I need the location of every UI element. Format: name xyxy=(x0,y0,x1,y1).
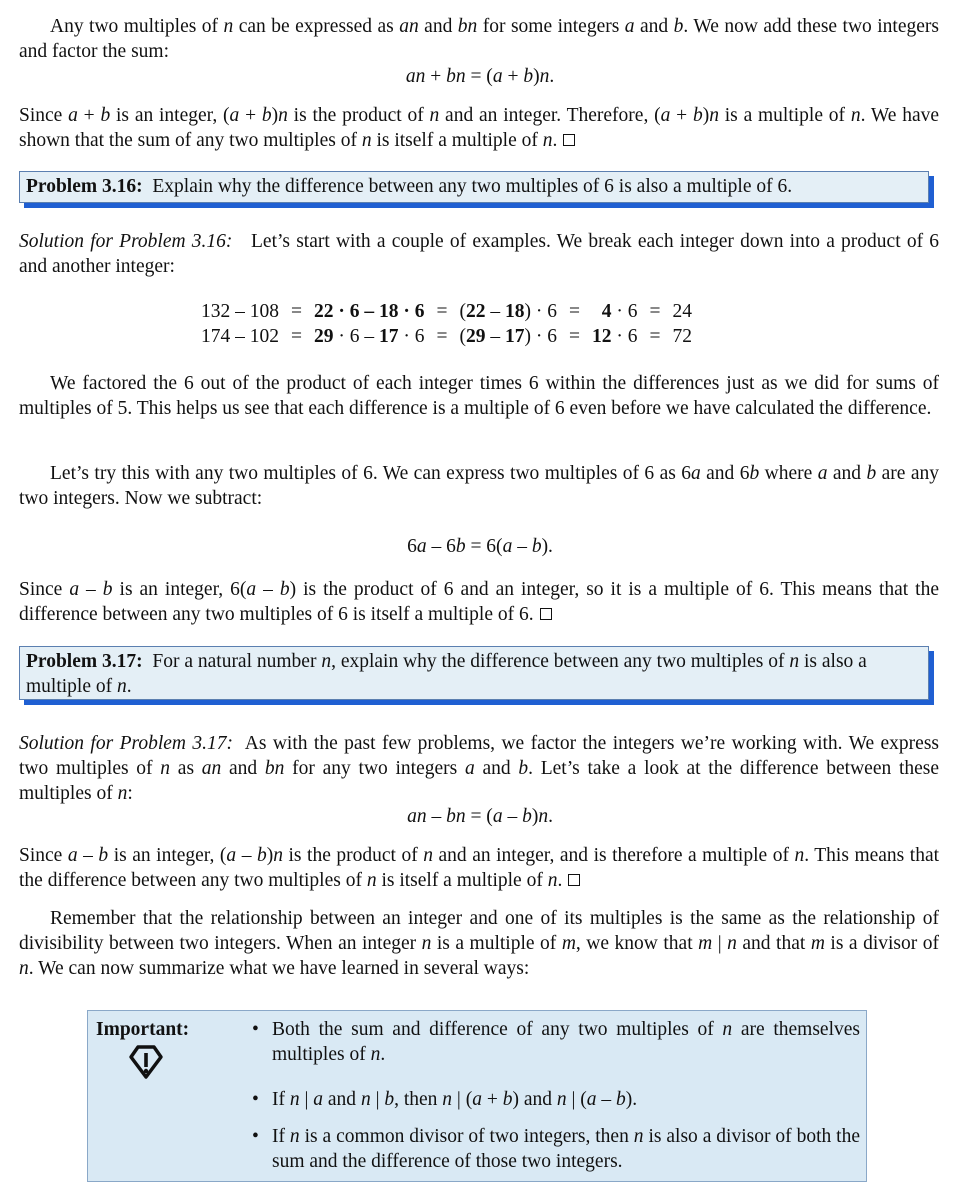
qed-icon xyxy=(563,134,575,146)
important-box xyxy=(87,1010,867,1182)
eq-cell: = xyxy=(569,301,581,322)
solution-label: Solution for Problem 3.17: xyxy=(19,733,234,754)
problem-label: Problem 3.16: xyxy=(26,176,143,197)
solution-3-16-para-3: Since a – b is an integer, 6(a – b) is the product of 6 and an integer, so it is a multiple of 6. This means that the difference between any two multiples of 6 is itself a multiple of 6. xyxy=(19,579,940,625)
solution-3-17-para: Since a – b is an integer, (a – b)n is the product of n and an integer, and is therefore a multiple of n. This means that the difference between any two multiples of n is itself a multiple of n. xyxy=(19,845,940,891)
solution-intro-text: Let’s start with a couple of examples. We break each integer down into a product of 6 and another integer: xyxy=(19,231,940,277)
solution-3-16-para-2: Let’s try this with any two multiples of 6. We can express two multiples of 6 as 6a and 6b where a and b are any two integers. Now we subtract: xyxy=(19,463,940,509)
eq-cell: = xyxy=(291,326,302,347)
important-list xyxy=(248,1017,860,1186)
eq-cell: 22 · 6 – 18 · 6 xyxy=(314,301,425,322)
solution-3-17-intro: Solution for Problem 3.17: As with the past few problems, we factor the integers we’re working with. We express two multiples of n as an and bn for any two integers a and b. Let’s take a look at the difference between these multiples of n: xyxy=(19,733,940,804)
eq-cell: = xyxy=(436,326,448,347)
solution-label: Solution for Problem 3.16: xyxy=(19,231,233,252)
important-bullet: • Both the sum and difference of any two multiples of n are themselves multiples of n. xyxy=(248,1017,860,1067)
remember-paragraph: Remember that the relationship between an integer and one of its multiples is the same as the relationship of divisibility between two integers. When an integer n is a multiple of m, we know that m | n and that m is a divisor of n. We can now summarize what we have learned in several ways: xyxy=(19,908,940,979)
eq-cell: 132 – 108 xyxy=(201,301,279,322)
problem-text: Explain why the difference between any two multiples of 6 is also a multiple of 6. xyxy=(152,176,793,197)
sum-equation: an + bn = (a + b)n. xyxy=(405,66,555,87)
eq-cell: = xyxy=(436,301,448,322)
eq-cell: = xyxy=(291,301,302,322)
problem-text: For a natural number n, explain why the difference between any two multiples of n is also a multiple of n. xyxy=(26,651,867,697)
problem-3-16-box xyxy=(19,171,929,203)
problem-3-17-box xyxy=(19,646,929,700)
solution-3-16-para-1: We factored the 6 out of the product of each integer times 6 within the differences just as we did for sums of multiples of 5. This helps us see that each difference is a multiple of 6 even before we have calculated the difference. xyxy=(19,373,939,419)
difference-equation-n: an – bn = (a – b)n. xyxy=(407,806,553,827)
equation-row xyxy=(195,299,698,324)
important-bullet: • If n | a and n | b, then n | (a + b) and n | (a – b). xyxy=(248,1087,860,1112)
qed-icon xyxy=(540,608,552,620)
eq-cell: = xyxy=(649,326,661,347)
solution-3-16-intro xyxy=(19,229,939,279)
intro-paragraph-2: Since a + b is an integer, (a + b)n is the product of n and an integer. Therefore, (a + b)n is a multiple of n. We have shown that the sum of any two multiples of n is itself a multiple of n. xyxy=(19,105,940,151)
example-equations xyxy=(195,299,698,349)
eq-cell: = xyxy=(569,326,581,347)
eq-cell: (22 – 18) · 6 xyxy=(459,301,558,322)
difference-equation-6: 6a – 6b = 6(a – b). xyxy=(407,536,553,557)
eq-cell: 12 · 6 xyxy=(592,326,638,347)
eq-cell: 174 – 102 xyxy=(201,326,279,347)
equation-row xyxy=(195,324,698,349)
eq-cell: = xyxy=(649,301,661,322)
important-label: Important: xyxy=(96,1019,190,1040)
important-bullet: • If n is a common divisor of two integers, then n is also a divisor of both the sum and the difference of those two integers. xyxy=(248,1124,860,1174)
eq-cell: 4 · 6 xyxy=(601,301,638,322)
warning-icon xyxy=(128,1044,164,1080)
eq-cell: 29 · 6 – 17 · 6 xyxy=(314,326,425,347)
qed-icon xyxy=(568,874,580,886)
eq-cell: 24 xyxy=(672,301,693,322)
eq-cell: 72 xyxy=(672,326,693,347)
eq-cell: (29 – 17) · 6 xyxy=(459,326,558,347)
problem-label: Problem 3.17: xyxy=(26,651,143,672)
intro-paragraph-1: Any two multiples of n can be expressed as an and bn for some integers a and b. We now add these two integers and factor the sum: xyxy=(19,16,939,62)
